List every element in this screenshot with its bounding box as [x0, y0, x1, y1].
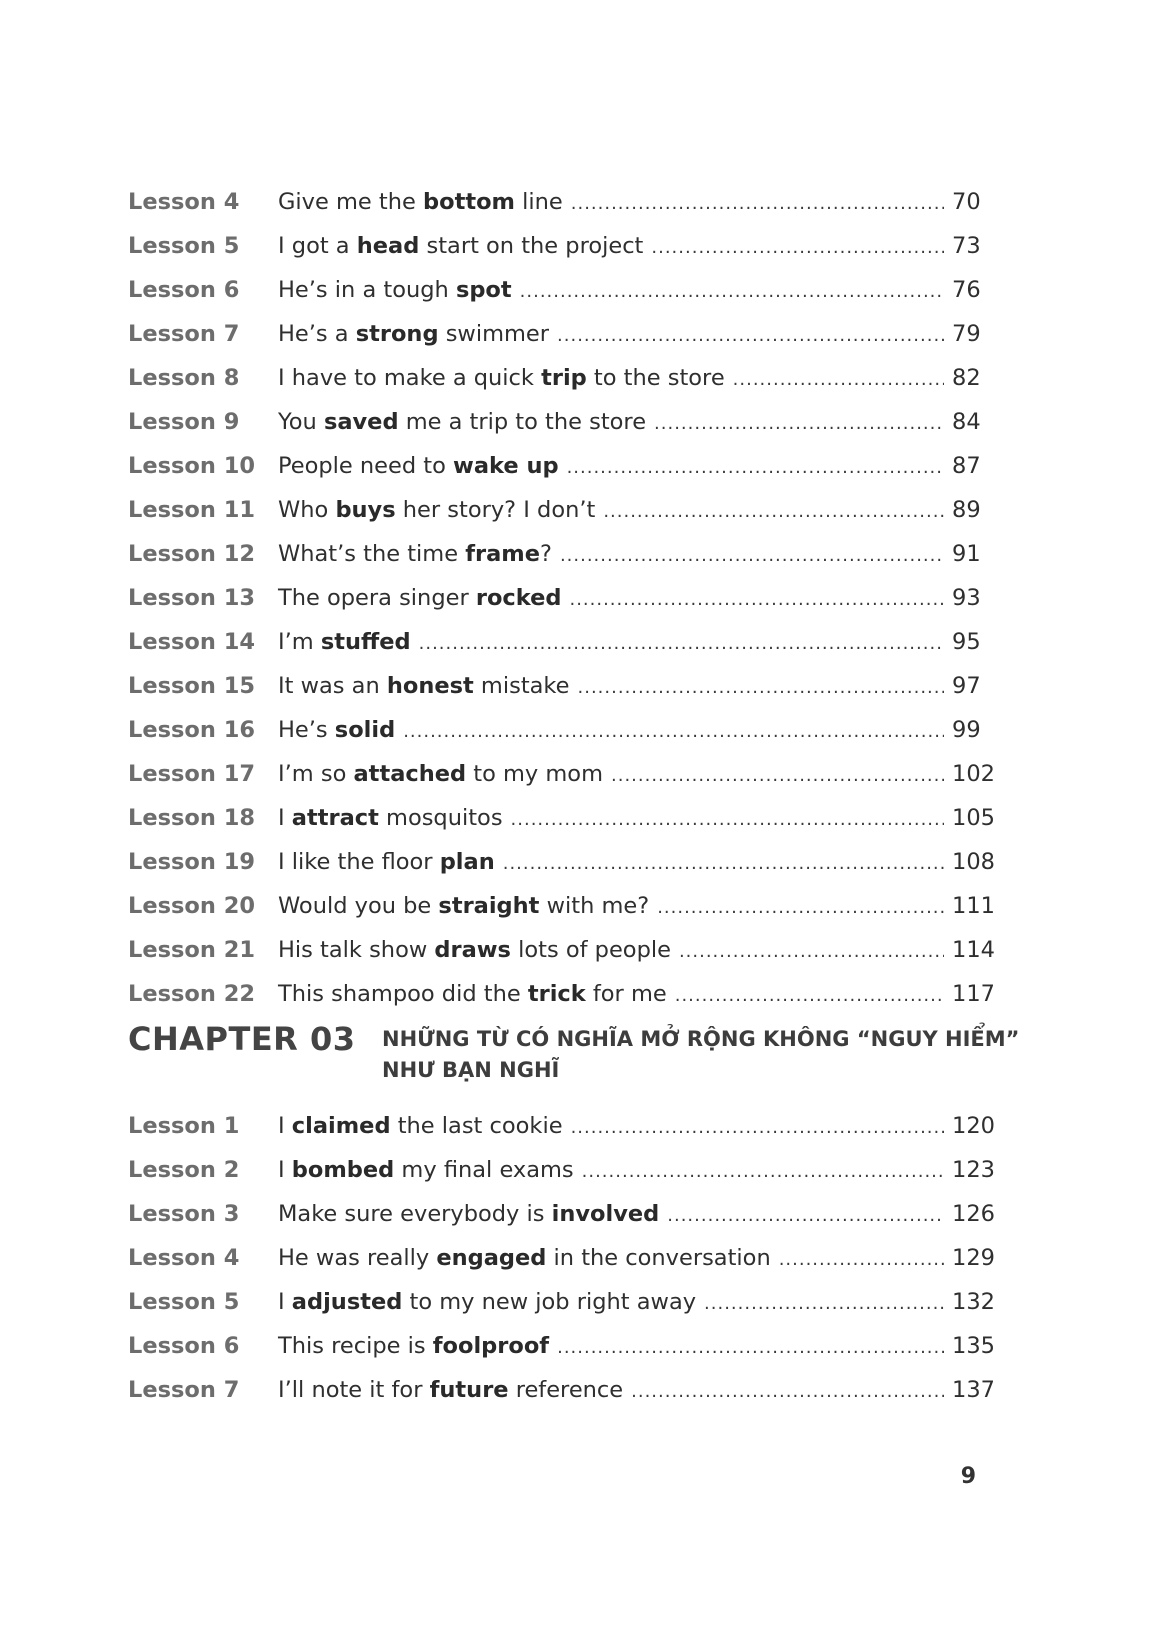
title-keyword: head — [356, 233, 420, 259]
dot-leader — [667, 1198, 944, 1234]
toc-entry[interactable] — [128, 668, 981, 712]
title-text: to the store — [586, 365, 725, 391]
title-text: This shampoo did the — [278, 981, 528, 1007]
dot-leader — [569, 582, 944, 618]
lesson-title — [278, 756, 603, 792]
title-text: the last cookie — [390, 1113, 563, 1139]
toc-entry[interactable] — [128, 580, 981, 624]
dot-leader — [520, 274, 944, 310]
lesson-title — [278, 316, 549, 352]
title-text: to my mom — [466, 761, 603, 787]
toc-entry[interactable] — [128, 756, 995, 800]
toc-entry[interactable] — [128, 536, 981, 580]
dot-leader — [419, 626, 944, 662]
page-ref: 108 — [952, 849, 995, 875]
dot-leader — [654, 406, 944, 442]
lesson-label: Lesson 19 — [128, 849, 256, 875]
title-text: Would you be — [278, 893, 439, 919]
title-text: to my new job right away — [402, 1289, 697, 1315]
page-ref: 97 — [952, 673, 981, 699]
title-text: It was an — [278, 673, 387, 699]
lesson-title — [278, 800, 503, 836]
lesson-title — [278, 536, 552, 572]
toc-entry[interactable] — [128, 272, 981, 316]
chapter-title-line: NHƯ BẠN NGHĨ — [382, 1058, 560, 1082]
title-text: I have to make a quick — [278, 365, 542, 391]
title-text: for me — [585, 981, 667, 1007]
title-keyword: honest — [386, 673, 474, 699]
lesson-title — [278, 404, 646, 440]
lesson-label: Lesson 5 — [128, 233, 240, 259]
dot-leader — [779, 1242, 944, 1278]
title-keyword: wake up — [453, 453, 559, 479]
lesson-label: Lesson 4 — [128, 1245, 240, 1271]
title-text: I’m — [278, 629, 321, 655]
title-keyword: buys — [335, 497, 396, 523]
lesson-title — [278, 888, 649, 924]
lesson-title — [278, 668, 570, 704]
lesson-title — [278, 1328, 549, 1364]
lesson-label: Lesson 6 — [128, 277, 240, 303]
title-text: He’s a — [278, 321, 356, 347]
dot-leader — [651, 230, 944, 266]
toc-entry[interactable] — [128, 712, 981, 756]
toc-entry[interactable] — [128, 1284, 995, 1328]
lesson-title — [278, 228, 643, 264]
dot-leader — [679, 934, 944, 970]
title-text: reference — [508, 1377, 624, 1403]
lesson-title — [278, 448, 559, 484]
dot-leader — [560, 538, 944, 574]
page-ref: 84 — [952, 409, 981, 435]
title-text: I — [278, 1113, 292, 1139]
title-text: This recipe is — [278, 1333, 433, 1359]
page-ref: 111 — [952, 893, 995, 919]
chapter-heading — [128, 1018, 1020, 1086]
title-text: in the conversation — [546, 1245, 771, 1271]
page-ref: 99 — [952, 717, 981, 743]
title-text: me a trip to the store — [398, 409, 647, 435]
title-text: I got a — [278, 233, 357, 259]
lesson-title — [278, 1196, 659, 1232]
lesson-label: Lesson 7 — [128, 1377, 240, 1403]
title-keyword: foolproof — [432, 1333, 550, 1359]
lesson-title — [278, 844, 495, 880]
dot-leader — [571, 1110, 944, 1146]
title-keyword: stuffed — [320, 629, 411, 655]
toc-entry[interactable] — [128, 624, 981, 668]
title-keyword: plan — [439, 849, 495, 875]
title-text: His talk show — [278, 937, 435, 963]
title-text: He was really — [278, 1245, 437, 1271]
lesson-label: Lesson 6 — [128, 1333, 240, 1359]
page-ref: 135 — [952, 1333, 995, 1359]
lesson-label: Lesson 4 — [128, 189, 240, 215]
toc-entry[interactable] — [128, 1328, 995, 1372]
page-ref: 129 — [952, 1245, 995, 1271]
title-text: Give me the — [278, 189, 423, 215]
page-ref: 82 — [952, 365, 981, 391]
dot-leader — [557, 318, 944, 354]
page-ref: 89 — [952, 497, 981, 523]
title-text: He’s in a tough — [278, 277, 456, 303]
title-text: line — [514, 189, 563, 215]
dot-leader — [733, 362, 944, 398]
dot-leader — [557, 1330, 944, 1366]
title-keyword: adjusted — [291, 1289, 403, 1315]
title-keyword: solid — [334, 717, 396, 743]
lesson-label: Lesson 1 — [128, 1113, 240, 1139]
lesson-title — [278, 492, 595, 528]
title-keyword: strong — [355, 321, 439, 347]
page-ref: 114 — [952, 937, 995, 963]
lesson-title — [278, 932, 671, 968]
dot-leader — [675, 978, 944, 1014]
title-text: You — [278, 409, 324, 435]
page-ref: 91 — [952, 541, 981, 567]
lesson-title — [278, 1152, 574, 1188]
chapter-label: CHAPTER 03 — [128, 1020, 356, 1058]
page-ref: 137 — [952, 1377, 995, 1403]
page-ref: 126 — [952, 1201, 995, 1227]
dot-leader — [582, 1154, 944, 1190]
page-ref: 105 — [952, 805, 995, 831]
lesson-list — [128, 1108, 995, 1416]
page-ref: 123 — [952, 1157, 995, 1183]
dot-leader — [511, 802, 944, 838]
lesson-label: Lesson 17 — [128, 761, 256, 787]
toc-entry[interactable] — [128, 316, 981, 360]
title-text: I like the floor — [278, 849, 440, 875]
dot-leader — [631, 1374, 944, 1410]
chapter-title — [382, 1018, 1020, 1086]
lesson-label: Lesson 3 — [128, 1201, 240, 1227]
dot-leader — [603, 494, 944, 530]
title-keyword: rocked — [475, 585, 562, 611]
title-text: I — [278, 805, 292, 831]
title-text: with me? — [539, 893, 650, 919]
lesson-label: Lesson 5 — [128, 1289, 240, 1315]
lesson-title — [278, 1240, 771, 1276]
title-keyword: trip — [541, 365, 587, 391]
title-text: What’s the time — [278, 541, 466, 567]
toc-entry[interactable] — [128, 404, 981, 448]
title-text: The opera singer — [278, 585, 476, 611]
dot-leader — [704, 1286, 944, 1322]
title-keyword: straight — [438, 893, 540, 919]
toc-entry[interactable] — [128, 976, 995, 1020]
title-text: People need to — [278, 453, 454, 479]
page-ref: 76 — [952, 277, 981, 303]
page-ref: 93 — [952, 585, 981, 611]
toc-entry[interactable] — [128, 932, 995, 976]
lesson-title — [278, 1108, 563, 1144]
lesson-title — [278, 1372, 623, 1408]
page-ref: 87 — [952, 453, 981, 479]
lesson-label: Lesson 21 — [128, 937, 256, 963]
page-number: 9 — [960, 1464, 976, 1489]
title-keyword: claimed — [291, 1113, 391, 1139]
lesson-label: Lesson 22 — [128, 981, 256, 1007]
toc-entry[interactable] — [128, 492, 981, 536]
lesson-label: Lesson 13 — [128, 585, 256, 611]
lesson-label: Lesson 7 — [128, 321, 240, 347]
title-keyword: bottom — [423, 189, 515, 215]
title-keyword: spot — [455, 277, 512, 303]
title-text: Make sure everybody is — [278, 1201, 552, 1227]
lesson-label: Lesson 16 — [128, 717, 256, 743]
title-text: I’m so — [278, 761, 354, 787]
page-ref: 102 — [952, 761, 995, 787]
title-keyword: involved — [551, 1201, 660, 1227]
page-ref: 132 — [952, 1289, 995, 1315]
title-keyword: future — [429, 1377, 509, 1403]
lesson-title — [278, 624, 411, 660]
page-ref: 117 — [952, 981, 995, 1007]
title-keyword: trick — [527, 981, 586, 1007]
page-ref: 95 — [952, 629, 981, 655]
lesson-title — [278, 712, 395, 748]
title-text: I — [278, 1157, 292, 1183]
title-text: ? — [540, 541, 552, 567]
title-text: swimmer — [438, 321, 550, 347]
toc-entry[interactable] — [128, 448, 981, 492]
dot-leader — [611, 758, 944, 794]
toc-entry[interactable] — [128, 1152, 995, 1196]
lesson-title — [278, 580, 561, 616]
title-text: her story? I don’t — [395, 497, 596, 523]
page-ref: 79 — [952, 321, 981, 347]
title-text: Who — [278, 497, 336, 523]
lesson-label: Lesson 12 — [128, 541, 256, 567]
title-text: lots of people — [510, 937, 671, 963]
title-keyword: frame — [465, 541, 540, 567]
title-keyword: bombed — [291, 1157, 395, 1183]
lesson-label: Lesson 15 — [128, 673, 256, 699]
toc-entry[interactable] — [128, 888, 995, 932]
toc-entry[interactable] — [128, 360, 981, 404]
toc-entry[interactable] — [128, 228, 981, 272]
title-keyword: attract — [291, 805, 379, 831]
toc-entry[interactable] — [128, 184, 981, 228]
title-text: mosquitos — [378, 805, 503, 831]
title-keyword: saved — [323, 409, 399, 435]
lesson-title — [278, 976, 667, 1012]
toc-entry[interactable] — [128, 800, 995, 844]
title-text: mistake — [473, 673, 570, 699]
title-text: I’ll note it for — [278, 1377, 430, 1403]
title-keyword: draws — [434, 937, 511, 963]
lesson-label: Lesson 8 — [128, 365, 240, 391]
lesson-label: Lesson 10 — [128, 453, 256, 479]
lesson-label: Lesson 9 — [128, 409, 240, 435]
lesson-label: Lesson 11 — [128, 497, 256, 523]
lesson-label: Lesson 18 — [128, 805, 256, 831]
lesson-list — [128, 184, 995, 1020]
lesson-title — [278, 360, 725, 396]
page-ref: 70 — [952, 189, 981, 215]
dot-leader — [567, 450, 944, 486]
dot-leader — [403, 714, 944, 750]
dot-leader — [657, 890, 944, 926]
title-text: I — [278, 1289, 292, 1315]
toc-entry[interactable] — [128, 1372, 995, 1416]
dot-leader — [571, 186, 944, 222]
title-text: He’s — [278, 717, 335, 743]
lesson-title — [278, 1284, 696, 1320]
page-ref: 73 — [952, 233, 981, 259]
title-text: start on the project — [419, 233, 644, 259]
lesson-title — [278, 272, 512, 308]
title-text: my final exams — [394, 1157, 574, 1183]
lesson-label: Lesson 2 — [128, 1157, 240, 1183]
lesson-label: Lesson 14 — [128, 629, 256, 655]
dot-leader — [503, 846, 944, 882]
lesson-label: Lesson 20 — [128, 893, 256, 919]
chapter-title-line: NHỮNG TỪ CÓ NGHĨA MỞ RỘNG KHÔNG “NGUY HIỂM” — [382, 1027, 1020, 1051]
toc-entry[interactable] — [128, 1108, 995, 1152]
dot-leader — [578, 670, 944, 706]
lesson-title — [278, 184, 563, 220]
toc-entry[interactable] — [128, 1196, 995, 1240]
toc-entry[interactable] — [128, 1240, 995, 1284]
toc-entry[interactable] — [128, 844, 995, 888]
title-keyword: engaged — [436, 1245, 547, 1271]
page-ref: 120 — [952, 1113, 995, 1139]
title-keyword: attached — [353, 761, 467, 787]
